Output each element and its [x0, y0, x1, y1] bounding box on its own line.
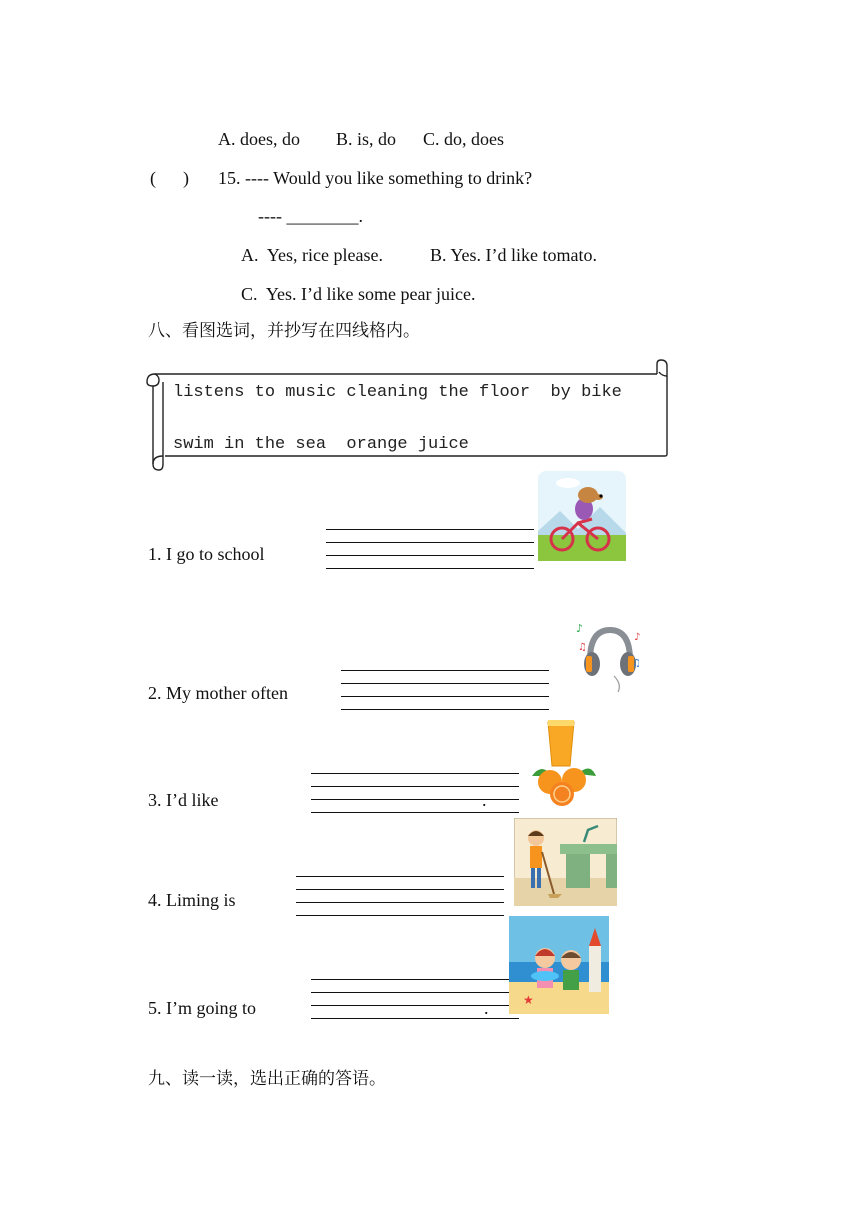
- headphones-music-icon: [574, 620, 646, 694]
- section-8-heading: 八、看图选词，并抄写在四线格内。: [148, 321, 420, 341]
- item-5-text: 5. I’m going to: [148, 998, 256, 1018]
- q15-option-c: C. Yes. I’d like some pear juice.: [241, 284, 476, 304]
- item-5-period: .: [484, 998, 489, 1018]
- item-4-text: 4. Liming is: [148, 890, 236, 910]
- kids-at-beach-icon: [509, 916, 609, 1014]
- item-1-text: 1. I go to school: [148, 544, 265, 564]
- section-9-heading: 九、读一读，选出正确的答语。: [148, 1069, 386, 1089]
- svg-text:♫: ♫: [632, 658, 641, 669]
- item-3-writing-lines[interactable]: [311, 773, 519, 813]
- item-1-writing-lines[interactable]: [326, 529, 534, 569]
- svg-text:★: ★: [523, 993, 534, 1007]
- q15-option-a: A. Yes, rice please.: [241, 245, 383, 265]
- item-3-text: 3. I’d like: [148, 790, 219, 810]
- svg-text:♫: ♫: [578, 642, 587, 653]
- word-bank-scroll: [145, 358, 673, 474]
- item-3-period: .: [482, 790, 487, 810]
- item-2-text: 2. My mother often: [148, 683, 288, 703]
- word-bank-line-2: swim in the sea orange juice: [173, 435, 469, 454]
- q15-answer-line: ---- ________.: [258, 206, 363, 226]
- q15-stem: 15. ---- Would you like something to drink?: [218, 168, 533, 188]
- q14-options: A. does, do B. is, do C. do, does: [218, 129, 505, 149]
- word-bank-line-1: listens to music cleaning the floor by bike: [173, 383, 622, 402]
- boy-sweeping-floor-icon: [514, 818, 617, 906]
- svg-text:♪: ♪: [634, 632, 641, 643]
- q15-answer-paren[interactable]: ( ): [150, 168, 189, 188]
- item-4-writing-lines[interactable]: [296, 876, 504, 916]
- svg-text:♪: ♪: [576, 622, 584, 635]
- item-2-writing-lines[interactable]: [341, 670, 549, 710]
- dog-riding-bike-icon: [538, 471, 626, 561]
- orange-juice-icon: [528, 716, 598, 808]
- q15-option-b: B. Yes. I’d like tomato.: [430, 245, 598, 265]
